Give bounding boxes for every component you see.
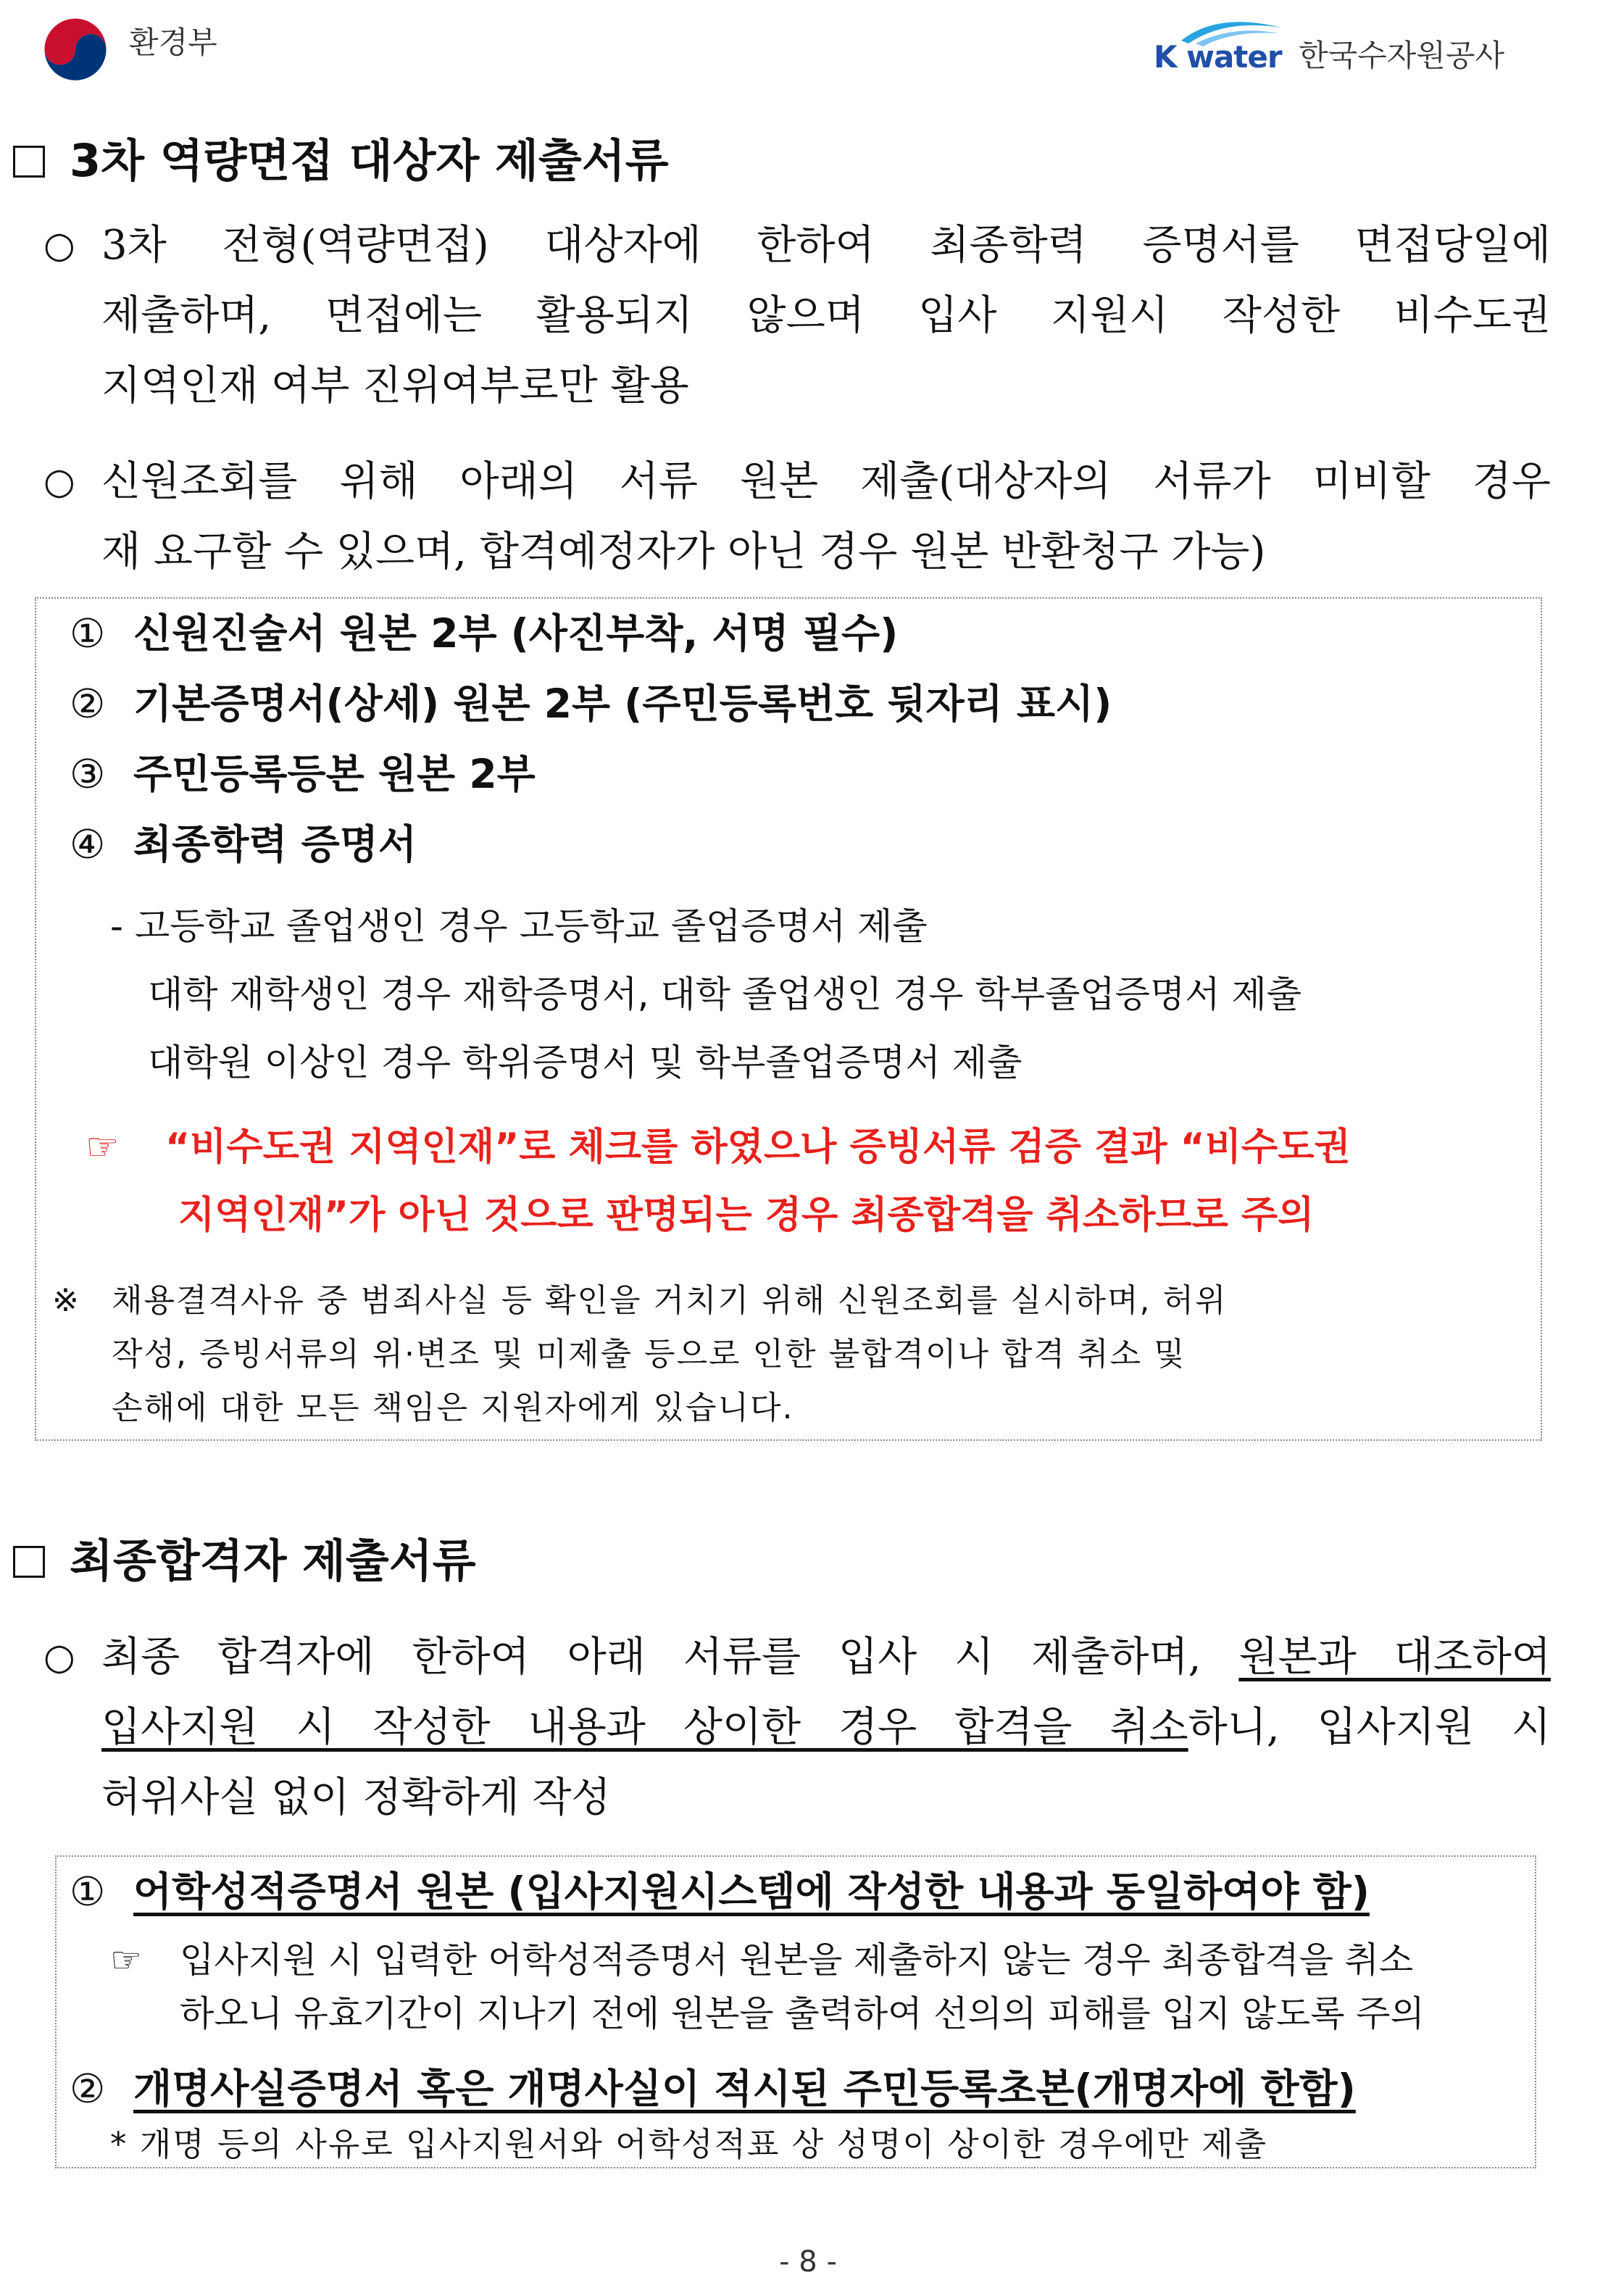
note-line: 손해에 대한 모든 책임은 지원자에게 있습니다.	[112, 1389, 794, 1426]
note-line: 채용결격사유 중 범죄사실 등 확인을 거치기 위해 신원조회를 실시하며, 허위	[112, 1282, 1228, 1319]
section-title-final-documents	[13, 1525, 476, 1589]
paragraph-line: 3차 전형(역량면접) 대상자에 한하여 최종학력 증명서를 면접당일에	[101, 222, 1551, 269]
underlined-text: 원본과 대조하여	[1238, 1634, 1551, 1681]
paragraph-line	[101, 1692, 1551, 1763]
item-text: 어학성적증명서 원본 (입사지원시스템에 작성한 내용과 동일하여야 함)	[133, 1868, 1370, 1915]
document-item-1	[70, 602, 898, 659]
section-title-text: 3차 역량면접 대상자 제출서류	[70, 134, 669, 187]
page-number: - 8 -	[779, 2245, 837, 2279]
warning-text: “비수도권 지역인재”로 체크를 하였으나 증빙서류 검증 결과 “비수도권	[165, 1126, 1351, 1169]
text-span: 최종 합격자에 한하여 아래 서류를 입사 시 제출하며,	[101, 1634, 1201, 1681]
circle-bullet-icon: ○	[43, 1636, 75, 1678]
circle-bullet-icon: ○	[43, 460, 75, 502]
checkbox-square-icon	[13, 1546, 45, 1578]
item-text: 주민등록등본 원본 2부	[133, 751, 536, 797]
underlined-text: 입사지원 시 작성한 내용과 상이한 경우 합격을 취소	[101, 1704, 1188, 1751]
section-title-interview-documents	[13, 125, 669, 189]
text-span: 하니, 입사지원 시	[1188, 1704, 1552, 1751]
item-text: 기본증명서(상세) 원본 2부 (주민등록번호 뒷자리 표시)	[133, 681, 1112, 727]
item-number: ③	[70, 751, 106, 797]
section-title-text: 최종합격자 제출서류	[70, 1534, 476, 1587]
item-text: 최종학력 증명서	[133, 821, 417, 868]
item-number: ②	[70, 681, 106, 727]
ministry-name: 환경부	[129, 25, 217, 60]
paragraph-background-check	[43, 446, 1551, 587]
final-document-item-1	[70, 1860, 1370, 1917]
pointing-hand-icon: ☞	[86, 1126, 120, 1169]
item-number: ①	[70, 1868, 106, 1915]
paragraph-final-submission	[43, 1622, 1551, 1833]
education-sub-line: - 고등학교 졸업생인 경우 고등학교 졸업증명서 제출	[110, 905, 928, 947]
warning-line-1	[86, 1116, 1351, 1170]
note-text: 입사지원 시 입력한 어학성적증명서 원본을 제출하지 않는 경우 최종합격을 취소	[180, 1939, 1414, 1981]
kwater-company-name: 한국수자원공사	[1299, 38, 1505, 73]
final-document-item-2	[70, 2057, 1356, 2114]
item-number: ①	[70, 610, 106, 657]
note-line: 작성, 증빙서류의 위·변조 및 미제출 등으로 인한 불합격이나 합격 취소 및	[112, 1336, 1186, 1373]
page-header	[0, 0, 1616, 87]
government-taegeuk-logo-icon	[35, 7, 116, 88]
paragraph-line	[101, 1622, 1551, 1692]
pointing-hand-icon: ☞	[110, 1939, 142, 1981]
item-number: ②	[70, 2066, 106, 2112]
paragraph-line: 지역인재 여부 진위여부로만 활용	[101, 362, 689, 409]
reference-mark-icon: ※	[52, 1282, 80, 1319]
paragraph-line: 허위사실 없이 정확하게 작성	[101, 1774, 611, 1821]
name-change-note: * 개명 등의 사유로 입사지원서와 어학성적표 상 성명이 상이한 경우에만 제출	[110, 2125, 1268, 2163]
document-item-3	[70, 742, 536, 799]
language-cert-note	[110, 1932, 1413, 1983]
education-sub-line: 대학 재학생인 경우 재학증명서, 대학 졸업생인 경우 학부졸업증명서 제출	[148, 973, 1302, 1015]
document-item-4	[70, 812, 417, 870]
language-cert-note-line2: 하오니 유효기간이 지나기 전에 원본을 출력하여 선의의 피해를 입지 않도록 주의	[180, 1993, 1425, 2034]
kwater-logo-text: K water	[1154, 39, 1282, 75]
item-number: ④	[70, 821, 106, 868]
education-sub-line: 대학원 이상인 경우 학위증명서 및 학부졸업증명서 제출	[148, 1041, 1023, 1083]
checkbox-square-icon	[13, 146, 45, 178]
warning-line-2: 지역인재”가 아닌 것으로 판명되는 경우 최종합격을 취소하므로 주의	[178, 1194, 1315, 1237]
paragraph-line: 재 요구할 수 있으며, 합격예정자가 아닌 경우 원본 반환청구 가능)	[101, 528, 1266, 575]
paragraph-final-education	[43, 210, 1551, 421]
item-text: 개명사실증명서 혹은 개명사실이 적시된 주민등록초본(개명자에 한함)	[133, 2066, 1356, 2112]
paragraph-line: 신원조회를 위해 아래의 서류 원본 제출(대상자의 서류가 미비할 경우	[101, 458, 1551, 505]
item-text: 신원진술서 원본 2부 (사진부착, 서명 필수)	[133, 610, 899, 657]
circle-bullet-icon: ○	[43, 224, 75, 266]
document-item-2	[70, 672, 1112, 729]
paragraph-line: 제출하며, 면접에는 활용되지 않으며 입사 지원시 작성한 비수도권	[101, 292, 1551, 339]
